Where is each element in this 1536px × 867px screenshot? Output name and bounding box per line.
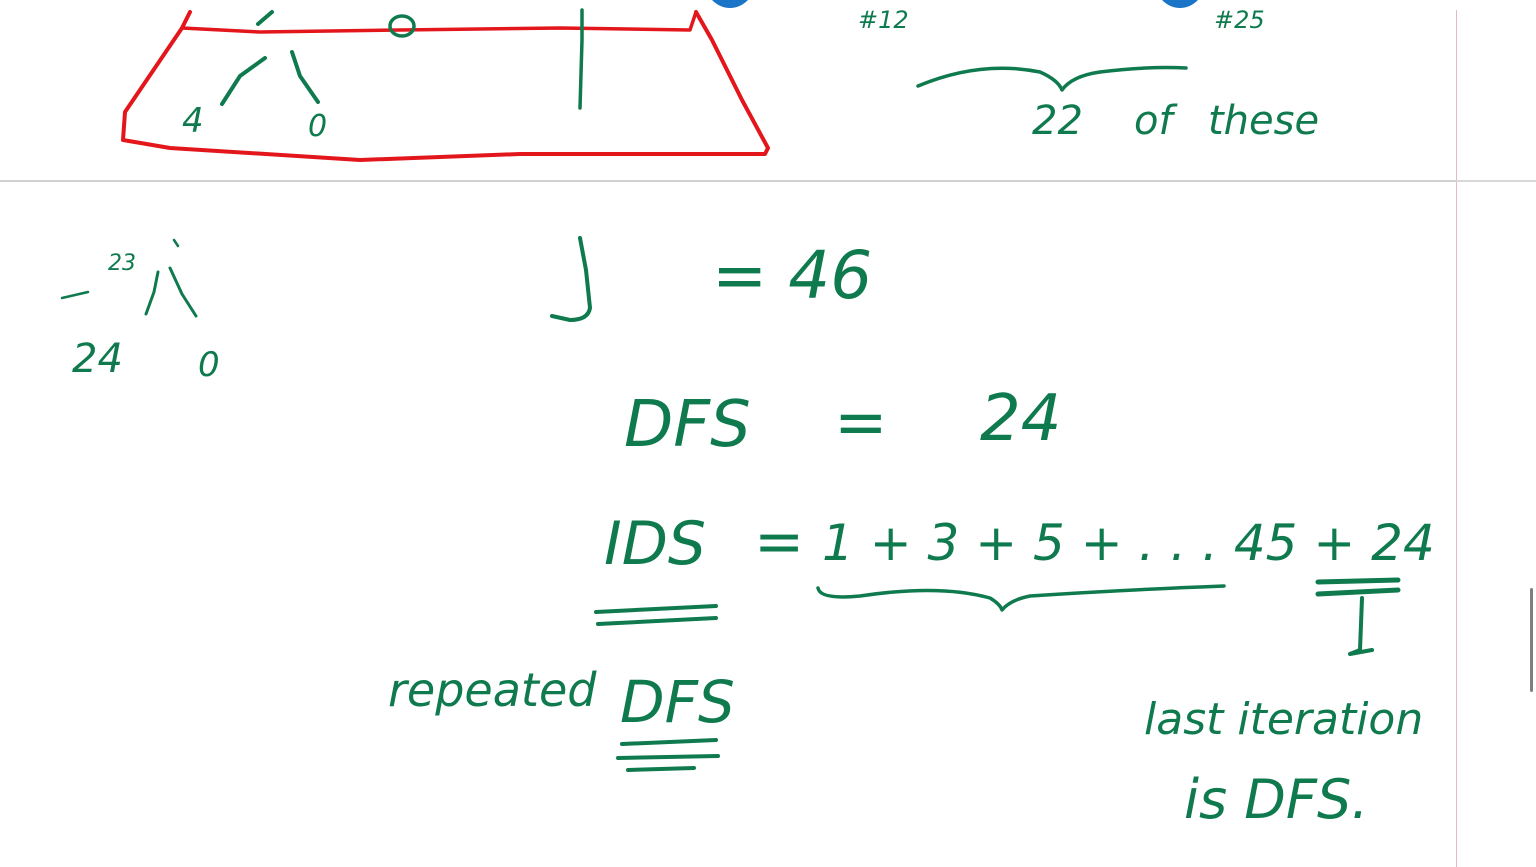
small-tree-tick [174,240,178,246]
node-circle-partial-1 [712,0,748,8]
small-tree-left-label: 24 [72,336,123,382]
tree-branch-left [222,58,265,104]
tree-vertical-line [580,10,582,108]
last-iteration-line2: is DFS. [1184,768,1369,831]
node-a-label: #12 [858,6,909,34]
brace-note [1032,98,1319,144]
last-term-underline-2 [1318,590,1398,594]
ids-eq-left: IDS [604,509,706,579]
zero-top-circle [390,16,414,36]
ids-double-underline-2 [598,618,716,624]
node-b-label: #25 [1214,6,1265,34]
dfs-eq-right: 24 [980,382,1062,456]
ids-eq-equals: = [754,507,805,577]
hook-stroke [552,238,590,320]
last-iteration-line1: last iteration [1144,694,1424,745]
brace-note-of: of [1134,98,1173,144]
repeated-dfs-underline-2 [618,756,718,758]
ids-double-underline-1 [596,606,716,612]
ids-eq-terms: 1 + 3 + 5 + . . . 45 + 24 [822,514,1435,572]
brace-note-count: 22 [1032,98,1083,144]
tree-left-leaf-label: 4 [182,101,204,141]
tree-branch-top [258,12,272,24]
red-trapezoid-outline [123,12,768,160]
dfs-eq-left: DFS [624,388,751,462]
last-term-pointer [1350,598,1372,654]
dfs-equation [624,382,1061,462]
top-equation: = 46 [712,237,873,314]
dfs-eq-equals: = [834,386,888,460]
small-tree-right-label: 0 [198,345,220,385]
tree-right-leaf-label: 0 [308,109,328,144]
small-tree [62,240,220,385]
top-brace [918,68,1186,91]
small-tree-left-branch [146,272,158,314]
last-term-underline-1 [1318,580,1398,582]
repeated-dfs-underline-3 [628,768,694,770]
tree-branch-right [292,52,318,102]
small-tree-right-branch [170,268,196,316]
repeated-dfs-label: DFS [620,668,735,736]
small-tree-dash [62,292,88,298]
series-brace [818,586,1224,610]
node-circle-partial-2 [1162,0,1198,8]
small-tree-top-label: 23 [108,251,136,276]
last-iteration-note [1144,694,1423,831]
repeated-dfs-underline-1 [622,740,716,744]
ids-equation [604,507,1435,579]
repeated-label: repeated [388,663,597,717]
brace-note-these: these [1208,98,1320,144]
